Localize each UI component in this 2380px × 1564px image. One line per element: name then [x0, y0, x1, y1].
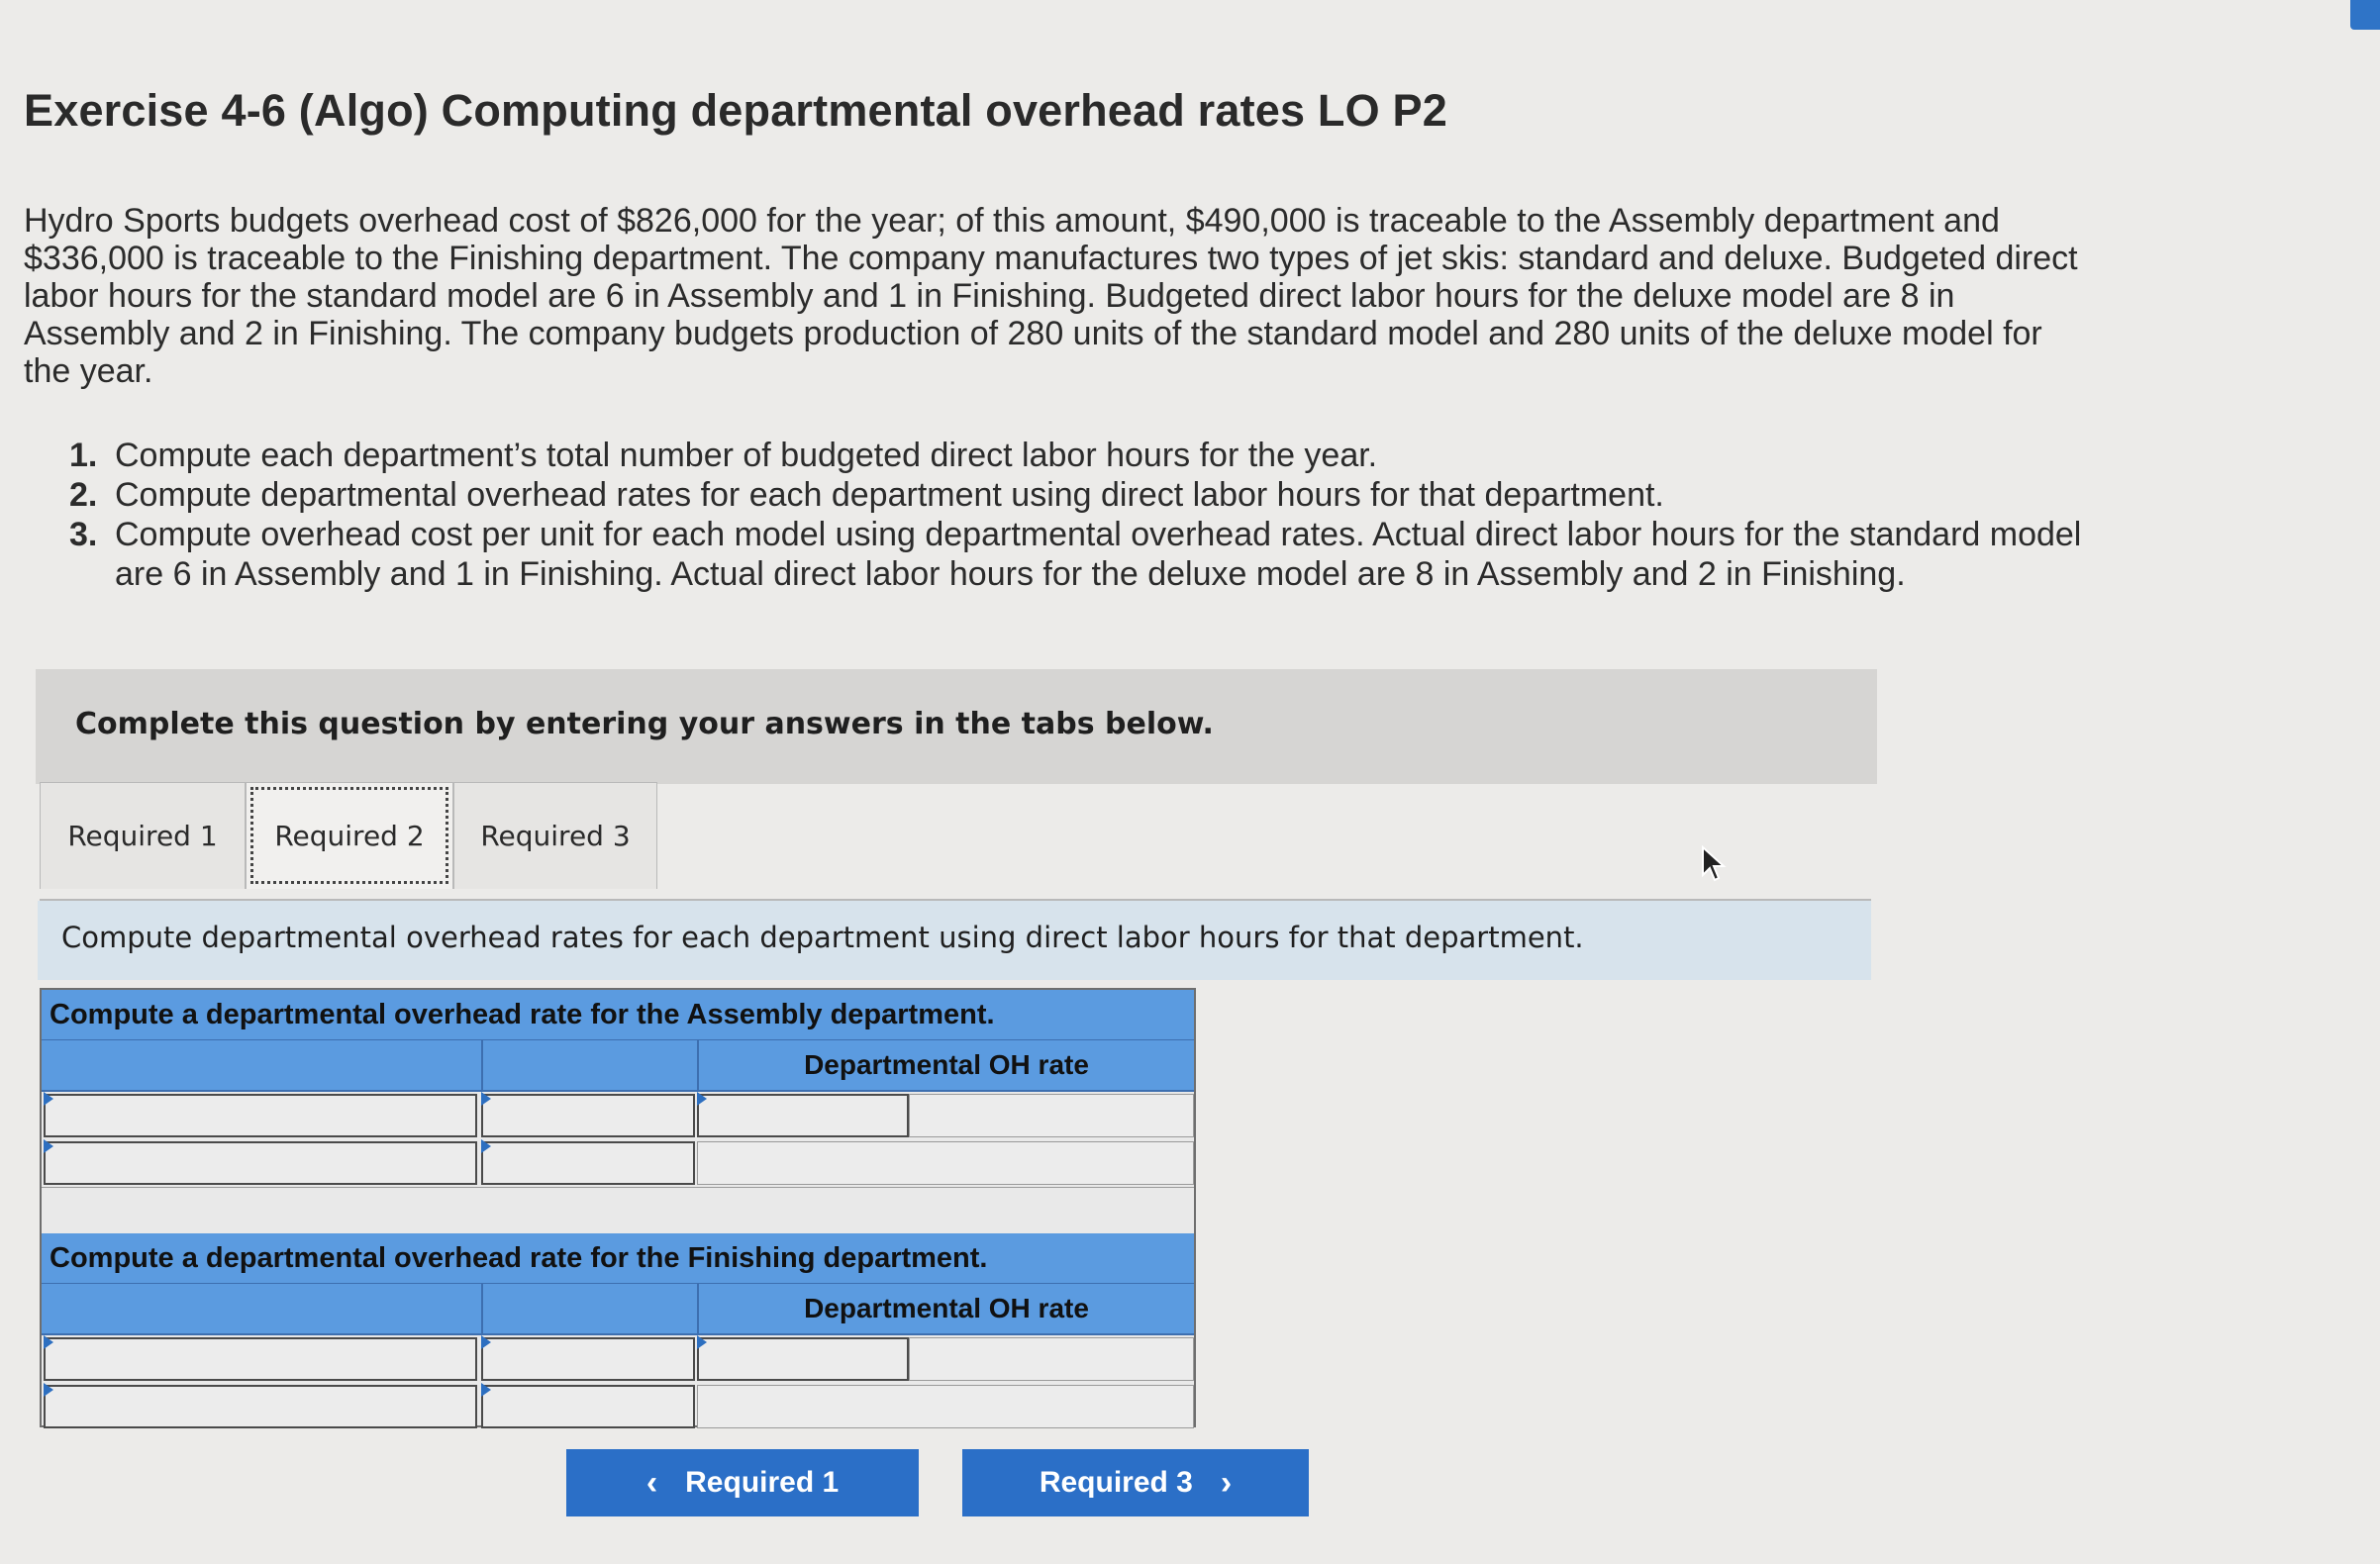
requirement-item — [69, 436, 2089, 475]
finishing-oh-rate-input[interactable] — [697, 1337, 909, 1381]
table-row — [42, 1092, 1194, 1139]
finishing-label-input-2[interactable] — [44, 1385, 477, 1428]
requirement-number: 1. — [69, 437, 98, 474]
column-divider — [481, 1040, 483, 1090]
tab-required-2[interactable]: Required 2 — [246, 782, 453, 889]
prev-required-1-button[interactable] — [566, 1449, 919, 1516]
requirement-text: Compute overhead cost per unit for each model using departmental overhead rates. Actual direct labor hours for the standard model are 6 in Assembly and 1 in Finishing. Actual direct labor hours for the deluxe model are 8 in Assembly and 2 in Finishing. — [115, 516, 2082, 593]
empty-cell — [697, 1141, 1194, 1185]
finishing-amount-input-2[interactable] — [481, 1385, 695, 1428]
finishing-table-title: Compute a departmental overhead rate for the Finishing department. — [42, 1233, 1194, 1284]
requirement-item — [69, 515, 2089, 594]
input-marker-icon — [481, 1139, 491, 1153]
finishing-table — [40, 1233, 1196, 1427]
instruction-box — [36, 669, 1877, 784]
input-marker-icon — [44, 1139, 53, 1153]
input-marker-icon — [44, 1092, 53, 1106]
chevron-right-icon: › — [1220, 1463, 1233, 1502]
problem-intro: Hydro Sports budgets overhead cost of $826,000 for the year; of this amount, $490,000 is traceable to the Assembly department and $336,000 is traceable to the Finishing department. The company manufactures two types of jet skis: standard and deluxe. Budgeted direct labor hours for the standard model are 6 in Assembly and 1 in Finishing. Budgeted direct labor hours for the deluxe model are 8 in Assembly and 2 in Finishing. The company budgets production of 280 units of the standard model and 280 units of the deluxe model for the year. — [24, 202, 2078, 390]
requirement-text: Compute each department’s total number of budgeted direct labor hours for the year. — [115, 437, 1378, 474]
spacer-row — [42, 1187, 1194, 1235]
tab-required-3[interactable]: Required 3 — [453, 782, 657, 889]
mouse-cursor-icon — [1701, 845, 1727, 885]
assembly-oh-rate-input[interactable] — [697, 1094, 909, 1137]
finishing-amount-input-1[interactable] — [481, 1337, 695, 1381]
requirement-number: 2. — [69, 476, 98, 514]
oh-rate-column-header: Departmental OH rate — [804, 1049, 1089, 1080]
requirement-item — [69, 475, 2089, 515]
input-marker-icon — [44, 1383, 53, 1397]
empty-cell — [909, 1337, 1194, 1381]
oh-rate-column-header: Departmental OH rate — [804, 1293, 1089, 1323]
next-button-label: Required 3 — [1039, 1466, 1193, 1499]
assembly-label-input-1[interactable] — [44, 1094, 477, 1137]
instruction-text: Complete this question by entering your answers in the tabs below. — [75, 707, 1214, 741]
page-title: Exercise 4-6 (Algo) Computing departmental overhead rates LO P2 — [24, 85, 1447, 136]
input-marker-icon — [481, 1335, 491, 1349]
tab-bar — [40, 782, 1871, 893]
input-marker-icon — [697, 1092, 707, 1106]
requirement-number: 3. — [69, 516, 98, 553]
empty-cell — [697, 1385, 1194, 1428]
tab-required-1[interactable]: Required 1 — [40, 782, 246, 889]
assembly-table-title: Compute a departmental overhead rate for the Assembly department. — [42, 990, 1194, 1040]
next-required-3-button[interactable] — [962, 1449, 1309, 1516]
requirement-text: Compute departmental overhead rates for each department using direct labor hours for that department. — [115, 476, 1664, 514]
table-row — [42, 1383, 1194, 1430]
input-marker-icon — [481, 1092, 491, 1106]
assembly-amount-input-1[interactable] — [481, 1094, 695, 1137]
table-row — [42, 1139, 1194, 1187]
assembly-table — [40, 988, 1196, 1235]
prompt-text: Compute departmental overhead rates for each department using direct labor hours for that department. — [61, 921, 1584, 954]
assembly-amount-input-2[interactable] — [481, 1141, 695, 1185]
input-marker-icon — [481, 1383, 491, 1397]
input-marker-icon — [44, 1335, 53, 1349]
finishing-table-header — [42, 1284, 1194, 1335]
assembly-label-input-2[interactable] — [44, 1141, 477, 1185]
prev-button-label: Required 1 — [685, 1466, 840, 1499]
column-divider — [481, 1284, 483, 1333]
chevron-left-icon: ‹ — [645, 1463, 658, 1502]
empty-cell — [909, 1094, 1194, 1137]
requirements-list — [69, 436, 2089, 594]
assembly-table-header — [42, 1040, 1194, 1092]
finishing-label-input-1[interactable] — [44, 1337, 477, 1381]
input-marker-icon — [697, 1335, 707, 1349]
table-row — [42, 1335, 1194, 1383]
question-prompt — [38, 901, 1871, 980]
corner-tab[interactable] — [2350, 0, 2380, 30]
